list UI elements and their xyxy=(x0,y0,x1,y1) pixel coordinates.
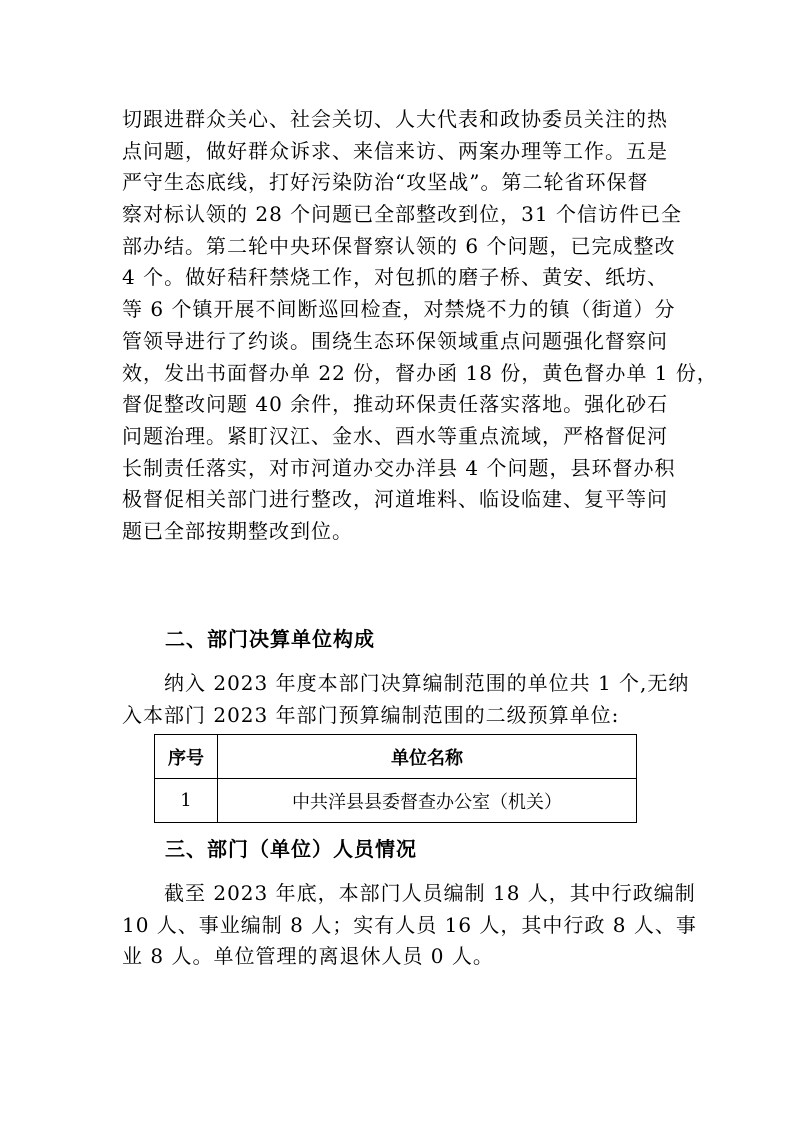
text-line: 督促整改问题 40 余件，推动环保责任落实落地。强化砂石 xyxy=(122,392,669,417)
text-line: 效，发出书面督办单 22 份，督办函 18 份，黄色督办单 1 份， xyxy=(122,360,718,385)
text-line: 截至 2023 年底，本部门人员编制 18 人，其中行政编制 xyxy=(164,881,696,905)
paragraph-personnel xyxy=(122,878,697,973)
text-line: 10 人、事业编制 8 人；实有人员 16 人，其中行政 8 人、事 xyxy=(122,912,697,937)
unit-table xyxy=(154,734,637,823)
text-line: 长制责任落实，对市河道办交办洋县 4 个问题，县环督办积 xyxy=(122,455,676,480)
text-line: 业 8 人。单位管理的离退休人员 0 人。 xyxy=(122,944,494,969)
text-line: 极督促相关部门进行整改，河道堆料、临设临建、复平等问 xyxy=(122,487,668,512)
cell-unit-name: 中共洋县县委督查办公室（机关） xyxy=(218,779,637,823)
text-line: 等 6 个镇开展不间断巡回检查，对禁烧不力的镇（街道）分 xyxy=(122,297,676,322)
text-line: 部办结。第二轮中央环保督察认领的 6 个问题，已完成整改 xyxy=(122,233,676,258)
text-line: 察对标认领的 28 个问题已全部整改到位，31 个信访件已全 xyxy=(122,202,682,227)
table-row xyxy=(155,779,637,823)
text-line: 严守生态底线，打好污染防治“攻坚战”。第二轮省环保督 xyxy=(122,170,649,195)
text-line: 纳入 2023 年度本部门决算编制范围的单位共 1 个,无纳 xyxy=(164,671,690,695)
column-header-unit-name: 单位名称 xyxy=(218,735,637,779)
text-line: 4 个。做好秸秆禁烧工作，对包抓的磨子桥、黄安、纸坊、 xyxy=(122,265,669,290)
cell-number: 1 xyxy=(155,779,218,823)
text-line: 管领导进行了约谈。围绕生态环保领域重点问题强化督察问 xyxy=(122,328,668,353)
section-heading-unit-composition: 二、部门决算单位构成 xyxy=(165,627,375,651)
paragraph-environment-supervision xyxy=(122,104,718,548)
table-header-row xyxy=(155,735,637,779)
text-line: 入本部门 2023 年部门预算编制范围的二级预算单位: xyxy=(122,702,620,727)
text-line: 问题治理。紧盯汉江、金水、酉水等重点流域，严格督促河 xyxy=(122,423,668,448)
paragraph-unit-composition xyxy=(122,668,690,731)
section-heading-personnel: 三、部门（单位）人员情况 xyxy=(165,837,417,861)
text-line: 切跟进群众关心、社会关切、人大代表和政协委员关注的热 xyxy=(122,107,668,131)
text-line: 题已全部按期整改到位。 xyxy=(122,518,353,543)
column-header-number: 序号 xyxy=(155,735,218,779)
text-line: 点问题，做好群众诉求、来信来访、两案办理等工作。五是 xyxy=(122,138,668,163)
